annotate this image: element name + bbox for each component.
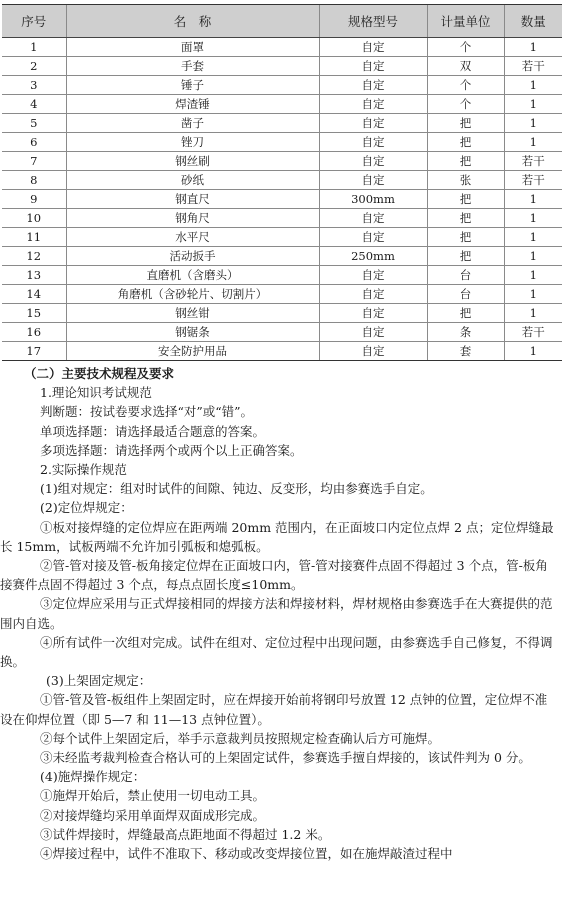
rule-welding-2: ②对接焊缝均采用单面焊双面成形完成。 — [40, 807, 266, 823]
rule-tack-weld-2: ②管-管对接及管-板角接定位焊在正面坡口内，管-管对接赛件点固不得超过 3 个点，管-板角接赛件点固不得超过 3 个点，每点点固长度≤10mm。 — [0, 558, 548, 593]
cell-name: 锉刀 — [66, 133, 319, 152]
cell-qty: 1 — [504, 304, 562, 323]
table-row — [2, 266, 562, 285]
cell-unit: 台 — [427, 266, 504, 285]
cell-spec: 自定 — [319, 323, 427, 342]
cell-spec: 自定 — [319, 228, 427, 247]
rule-mounting-1: ①管-管及管-板组件上架固定时，应在焊接开始前将钢印号放置 12 点钟的位置，定位焊不准设在仰焊位置（即 5—7 和 11—13 点钟位置）。 — [0, 692, 548, 727]
cell-name: 钢直尺 — [66, 190, 319, 209]
cell-qty: 1 — [504, 342, 562, 361]
cell-unit: 把 — [427, 228, 504, 247]
header-name: 名 称 — [66, 5, 319, 38]
rule-tack-weld-4: ④所有试件一次组对完成。试件在组对、定位过程中出现问题，由参赛选手自己修复，不得调换。 — [0, 634, 553, 670]
practice-title: 2.实际操作规范 — [40, 462, 127, 478]
cell-name: 活动扳手 — [66, 247, 319, 266]
cell-unit: 把 — [427, 190, 504, 209]
cell-name: 直磨机（含磨头） — [66, 266, 319, 285]
cell-name: 焊渣锤 — [66, 95, 319, 114]
cell-spec: 250mm — [319, 247, 427, 266]
cell-qty: 1 — [504, 76, 562, 95]
cell-no: 12 — [2, 247, 66, 266]
table-row — [2, 57, 562, 76]
cell-qty: 1 — [504, 133, 562, 152]
cell-name: 安全防护用品 — [66, 342, 319, 361]
cell-unit: 把 — [427, 114, 504, 133]
cell-qty: 若干 — [504, 57, 562, 76]
table-row — [2, 133, 562, 152]
cell-unit: 把 — [427, 209, 504, 228]
table-body — [2, 38, 562, 361]
cell-no: 15 — [2, 304, 66, 323]
rule-welding-title: (4)施焊操作规定： — [40, 769, 146, 785]
cell-name: 锤子 — [66, 76, 319, 95]
cell-spec: 自定 — [319, 304, 427, 323]
cell-spec: 自定 — [319, 76, 427, 95]
cell-unit: 把 — [427, 304, 504, 323]
cell-no: 16 — [2, 323, 66, 342]
rule-mounting-title: (3)上架固定规定： — [46, 673, 152, 689]
cell-unit: 把 — [427, 133, 504, 152]
cell-qty: 若干 — [504, 152, 562, 171]
cell-spec: 300mm — [319, 190, 427, 209]
header-spec: 规格型号 — [319, 5, 427, 38]
cell-name: 钢锯条 — [66, 323, 319, 342]
cell-spec: 自定 — [319, 209, 427, 228]
cell-spec: 自定 — [319, 342, 427, 361]
cell-unit: 张 — [427, 171, 504, 190]
technical-requirements-section — [0, 364, 565, 863]
tool-list-table — [2, 4, 562, 361]
table-row — [2, 247, 562, 266]
rule-mounting-3: ③未经监考裁判检查合格认可的上架固定试件，参赛选手擅自焊接的，该试件判为 0 分。 — [40, 750, 531, 766]
rule-welding-1: ①施焊开始后，禁止使用一切电动工具。 — [40, 788, 266, 804]
cell-no: 8 — [2, 171, 66, 190]
cell-spec: 自定 — [319, 266, 427, 285]
cell-no: 7 — [2, 152, 66, 171]
cell-qty: 1 — [504, 114, 562, 133]
cell-unit: 个 — [427, 95, 504, 114]
table-row — [2, 190, 562, 209]
table-row — [2, 228, 562, 247]
header-qty: 数量 — [504, 5, 562, 38]
table-row — [2, 95, 562, 114]
rule-tack-weld-3: ③定位焊应采用与正式焊接相同的焊接方法和焊接材料，焊材规格由参赛选手在大赛提供的范围内自选。 — [0, 596, 553, 631]
cell-name: 手套 — [66, 57, 319, 76]
table-row — [2, 38, 562, 57]
cell-unit: 台 — [427, 285, 504, 304]
cell-qty: 1 — [504, 285, 562, 304]
cell-spec: 自定 — [319, 57, 427, 76]
table-row — [2, 114, 562, 133]
table-row — [2, 304, 562, 323]
table-row — [2, 323, 562, 342]
cell-qty: 1 — [504, 190, 562, 209]
cell-name: 凿子 — [66, 114, 319, 133]
cell-spec: 自定 — [319, 133, 427, 152]
cell-no: 3 — [2, 76, 66, 95]
cell-no: 17 — [2, 342, 66, 361]
cell-no: 5 — [2, 114, 66, 133]
cell-no: 6 — [2, 133, 66, 152]
table-row — [2, 76, 562, 95]
theory-multi-choice: 多项选择题：请选择两个或两个以上正确答案。 — [40, 442, 303, 458]
cell-no: 2 — [2, 57, 66, 76]
rule-tack-weld-1: ①板对接焊缝的定位焊应在距两端 20mm 范围内，在正面坡口内定位点焊 2 点；定位焊缝最长 15mm，试板两端不允许加引弧板和熄弧板。 — [0, 519, 554, 554]
cell-spec: 自定 — [319, 114, 427, 133]
table-row — [2, 285, 562, 304]
cell-name: 面罩 — [66, 38, 319, 57]
cell-qty: 1 — [504, 266, 562, 285]
cell-qty: 1 — [504, 95, 562, 114]
cell-unit: 双 — [427, 57, 504, 76]
cell-no: 9 — [2, 190, 66, 209]
cell-name: 钢丝刷 — [66, 152, 319, 171]
table-row — [2, 152, 562, 171]
cell-unit: 把 — [427, 152, 504, 171]
rule-welding-4: ④焊接过程中，试件不准取下、移动或改变焊接位置，如在施焊敲渣过程中 — [40, 846, 453, 862]
cell-qty: 1 — [504, 209, 562, 228]
cell-no: 14 — [2, 285, 66, 304]
rule-welding-3: ③试件焊接时，焊缝最高点距地面不得超过 1.2 米。 — [40, 826, 331, 842]
cell-unit: 把 — [427, 247, 504, 266]
cell-unit: 个 — [427, 76, 504, 95]
cell-spec: 自定 — [319, 95, 427, 114]
theory-single-choice: 单项选择题：请选择最适合题意的答案。 — [40, 423, 266, 439]
cell-name: 钢角尺 — [66, 209, 319, 228]
cell-unit: 条 — [427, 323, 504, 342]
rule-tack-weld-title: (2)定位焊规定： — [40, 500, 133, 516]
table-header-row — [2, 5, 562, 38]
section-heading: （二）主要技术规程及要求 — [24, 366, 175, 381]
cell-spec: 自定 — [319, 38, 427, 57]
table-row — [2, 342, 562, 361]
cell-unit: 套 — [427, 342, 504, 361]
cell-name: 水平尺 — [66, 228, 319, 247]
rule-mounting-2: ②每个试件上架固定后，举手示意裁判员按照规定检查确认后方可施焊。 — [40, 730, 441, 746]
cell-spec: 自定 — [319, 152, 427, 171]
cell-qty: 若干 — [504, 323, 562, 342]
cell-no: 10 — [2, 209, 66, 228]
rule-assembly: (1)组对规定：组对时试件的间隙、钝边、反变形，均由参赛选手自定。 — [40, 481, 433, 497]
cell-no: 1 — [2, 38, 66, 57]
theory-judge: 判断题：按试卷要求选择“对”或“错”。 — [40, 404, 254, 420]
cell-spec: 自定 — [319, 171, 427, 190]
theory-title: 1.理论知识考试规范 — [40, 385, 152, 401]
cell-qty: 1 — [504, 228, 562, 247]
cell-qty: 若干 — [504, 171, 562, 190]
header-no: 序号 — [2, 5, 66, 38]
cell-no: 4 — [2, 95, 66, 114]
cell-no: 13 — [2, 266, 66, 285]
cell-name: 角磨机（含砂轮片、切割片） — [66, 285, 319, 304]
cell-name: 砂纸 — [66, 171, 319, 190]
cell-spec: 自定 — [319, 285, 427, 304]
cell-qty: 1 — [504, 247, 562, 266]
header-unit: 计量单位 — [427, 5, 504, 38]
table-row — [2, 209, 562, 228]
cell-unit: 个 — [427, 38, 504, 57]
table-row — [2, 171, 562, 190]
cell-qty: 1 — [504, 38, 562, 57]
cell-name: 钢丝钳 — [66, 304, 319, 323]
cell-no: 11 — [2, 228, 66, 247]
